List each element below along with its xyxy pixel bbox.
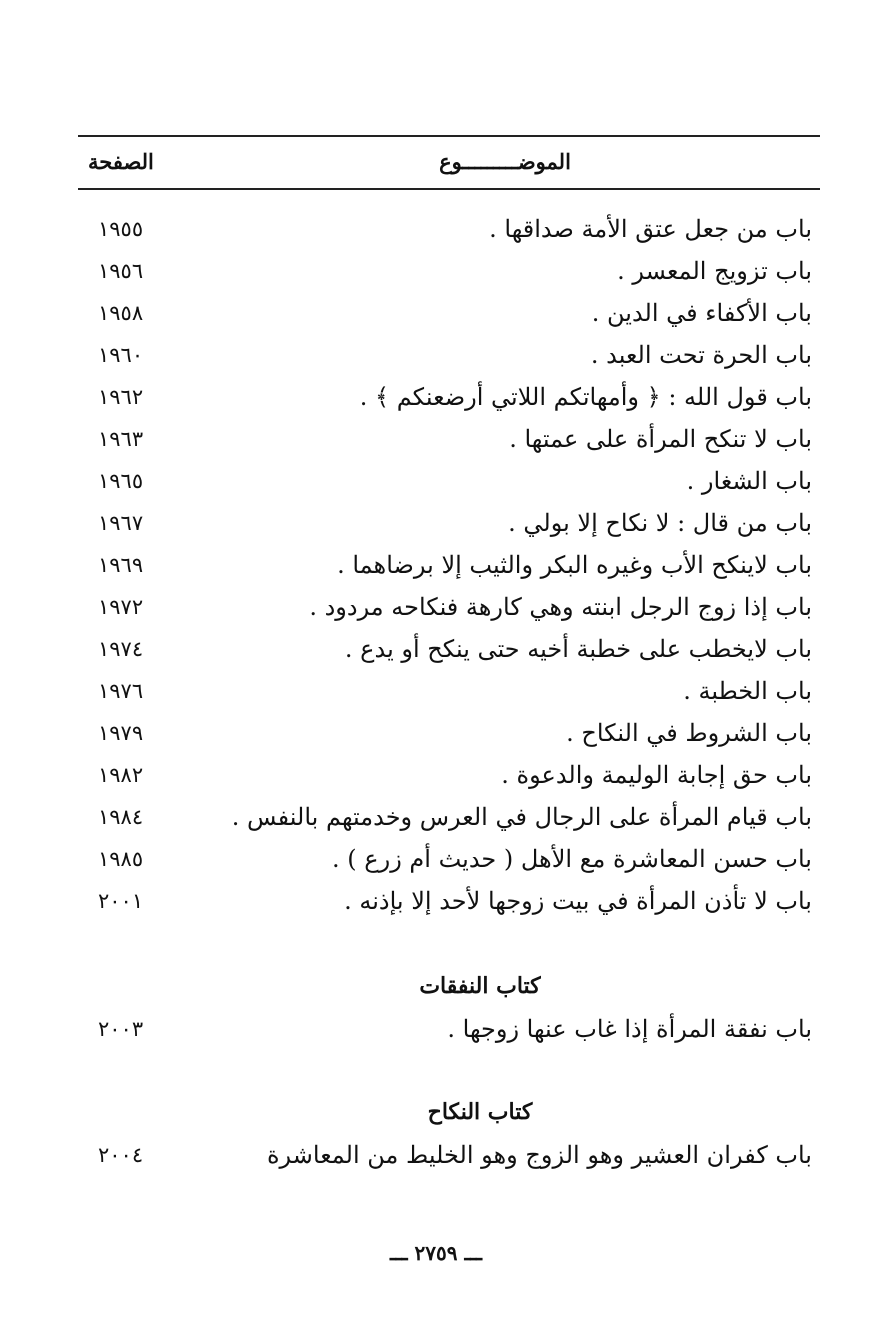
toc-entry-title: باب لا تنكح المرأة على عمتها . bbox=[509, 425, 812, 453]
toc-row bbox=[80, 880, 812, 922]
section-heading-nafaqat: كتاب النفقات bbox=[419, 973, 541, 999]
toc-row bbox=[80, 376, 812, 418]
page-number: ـــ ٢٧٥٩ ـــ bbox=[389, 1241, 483, 1265]
toc-entry-title: باب لاينكح الأب وغيره البكر والثيب إلا برضاهما . bbox=[337, 551, 812, 579]
toc-entry-page: ١٩٦٢ bbox=[98, 385, 144, 409]
toc-entry-title: باب حق إجابة الوليمة والدعوة . bbox=[501, 761, 812, 789]
toc-entry-title: باب نفقة المرأة إذا غاب عنها زوجها . bbox=[447, 1015, 812, 1043]
toc-row bbox=[80, 502, 812, 544]
toc-entry-page: ١٩٦٠ bbox=[98, 343, 144, 367]
toc-entry-page: ١٩٥٦ bbox=[98, 259, 144, 283]
toc-entry-page: ٢٠٠٣ bbox=[98, 1017, 144, 1041]
toc-entry-page: ١٩٨٤ bbox=[98, 805, 144, 829]
toc-entry-title: باب إذا زوج الرجل ابنته وهي كارهة فنكاحه مردود . bbox=[309, 593, 812, 621]
toc-entry-page: ١٩٧٢ bbox=[98, 595, 144, 619]
toc-entry-title: باب الأكفاء في الدين . bbox=[591, 299, 812, 327]
toc-entry-title: باب الشغار . bbox=[686, 467, 812, 495]
page-column-header: الصفحة bbox=[88, 149, 154, 174]
toc-entry-title: باب حسن المعاشرة مع الأهل ( حديث أم زرع ) . bbox=[332, 845, 812, 873]
toc-entry-title: باب لا تأذن المرأة في بيت زوجها لأحد إلا بإذنه . bbox=[344, 887, 812, 915]
toc-entry-title: باب لايخطب على خطبة أخيه حتى ينكح أو يدع . bbox=[344, 635, 812, 663]
header-top-rule bbox=[78, 135, 820, 137]
toc-row bbox=[80, 250, 812, 292]
toc-row bbox=[80, 796, 812, 838]
toc-entry-title: باب الشروط في النكاح . bbox=[566, 719, 812, 747]
topic-column-header: الموضـــــــــوع bbox=[439, 149, 571, 174]
toc-entry-title: باب من قال : لا نكاح إلا بولي . bbox=[508, 509, 812, 537]
toc-row bbox=[80, 628, 812, 670]
toc-row bbox=[80, 838, 812, 880]
toc-entry-page: ١٩٥٥ bbox=[98, 217, 144, 241]
toc-row bbox=[80, 334, 812, 376]
toc-row bbox=[80, 586, 812, 628]
toc-entry-page: ٢٠٠١ bbox=[98, 889, 144, 913]
toc-entry-title: باب تزويج المعسر . bbox=[617, 257, 812, 285]
toc-entry-title: باب قول الله : ﴿ وأمهاتكم اللاتي أرضعنكم ﴾ . bbox=[359, 383, 812, 411]
toc-row bbox=[80, 754, 812, 796]
toc-entry-title: باب من جعل عتق الأمة صداقها . bbox=[489, 215, 812, 243]
toc-entry-page: ١٩٨٥ bbox=[98, 847, 144, 871]
toc-entry-page: ١٩٧٦ bbox=[98, 679, 144, 703]
toc-entry-page: ١٩٨٢ bbox=[98, 763, 144, 787]
toc-row bbox=[80, 712, 812, 754]
toc-row bbox=[80, 1134, 812, 1176]
toc-row bbox=[80, 460, 812, 502]
toc-entry-page: ١٩٦٥ bbox=[98, 469, 144, 493]
toc-entry-page: ١٩٦٣ bbox=[98, 427, 144, 451]
toc-row bbox=[80, 1008, 812, 1050]
toc-row bbox=[80, 544, 812, 586]
toc-row bbox=[80, 418, 812, 460]
header-bottom-rule bbox=[78, 188, 820, 190]
toc-entry-title: باب قيام المرأة على الرجال في العرس وخدمتهم بالنفس . bbox=[231, 803, 812, 831]
toc-row bbox=[80, 292, 812, 334]
toc-entry-page: ١٩٦٧ bbox=[98, 511, 144, 535]
toc-entry-title: باب كفران العشير وهو الزوج وهو الخليط من المعاشرة bbox=[266, 1141, 812, 1169]
toc-entry-page: ١٩٧٩ bbox=[98, 721, 144, 745]
toc-entry-page: ١٩٦٩ bbox=[98, 553, 144, 577]
toc-entry-page: ٢٠٠٤ bbox=[98, 1143, 144, 1167]
section-heading-nikah: كتاب النكاح bbox=[427, 1099, 533, 1125]
toc-row bbox=[80, 208, 812, 250]
toc-row bbox=[80, 670, 812, 712]
toc-entry-title: باب الخطبة . bbox=[683, 677, 812, 705]
toc-entry-page: ١٩٧٤ bbox=[98, 637, 144, 661]
toc-entry-title: باب الحرة تحت العبد . bbox=[590, 341, 812, 369]
toc-entry-page: ١٩٥٨ bbox=[98, 301, 144, 325]
